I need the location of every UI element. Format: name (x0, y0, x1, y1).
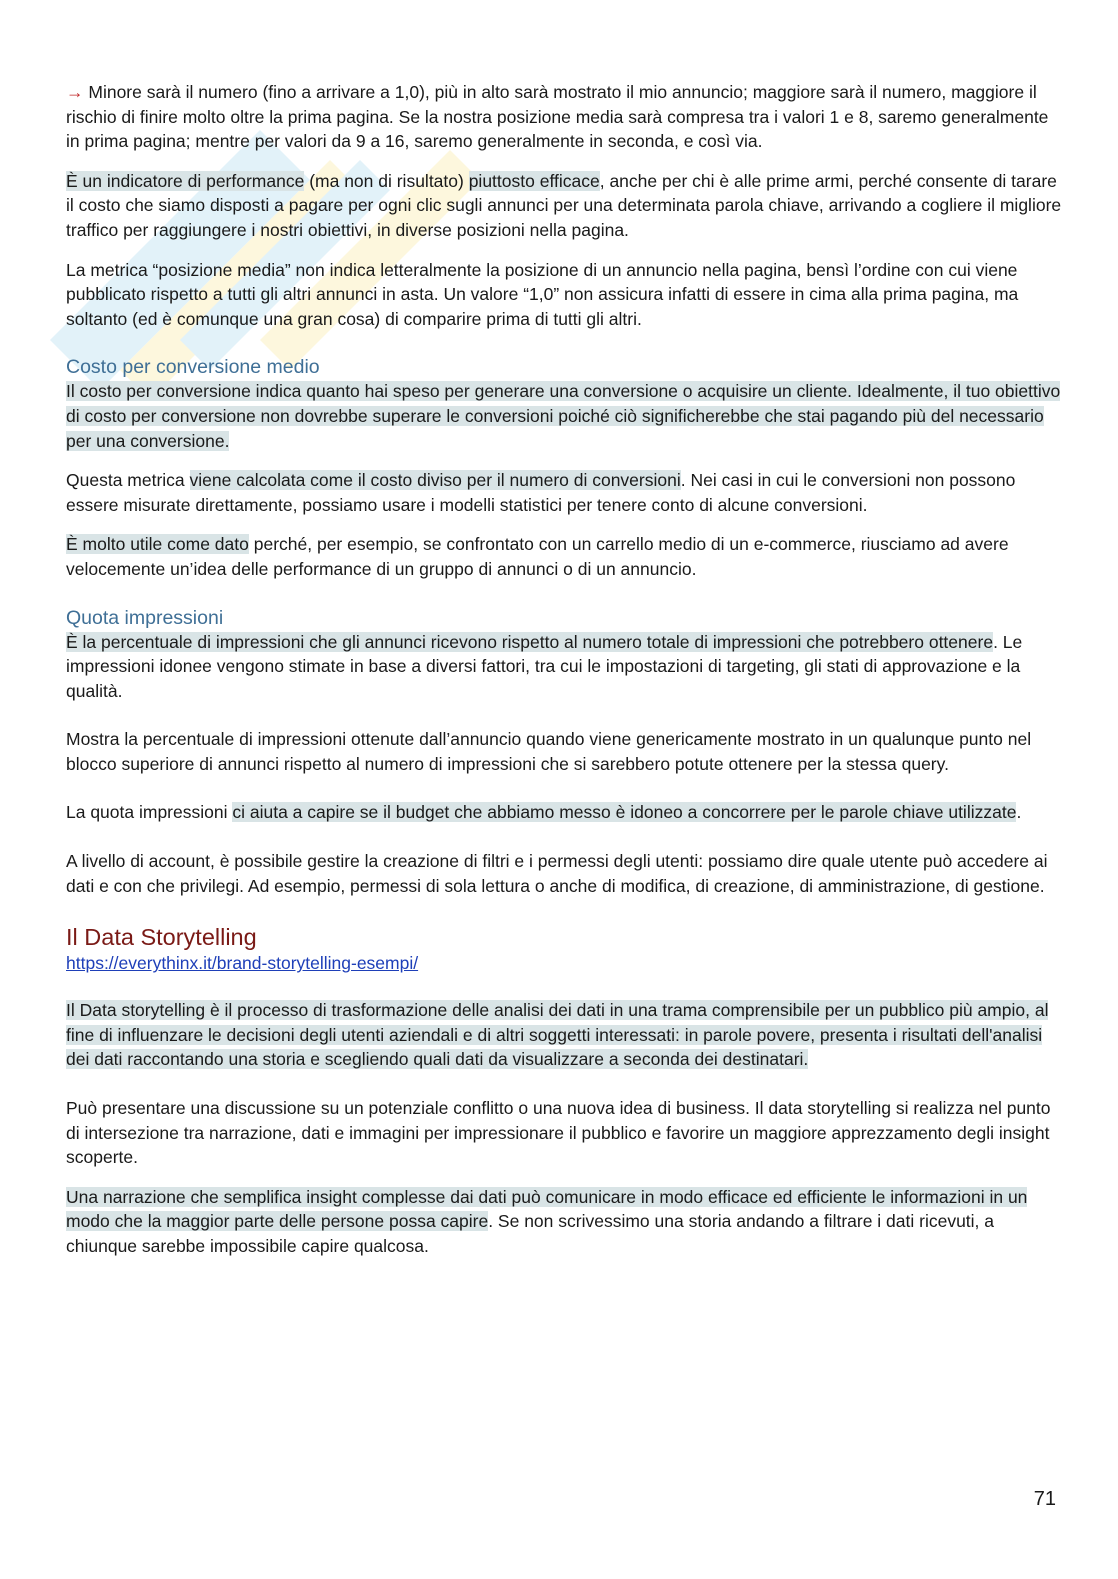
costo-paragraph-3: È molto utile come dato perché, per esempio, se confrontato con un carrello medio di un e-commerce, riusciamo ad avere velocemente un’idea delle performance di un gruppo di annunci o di un annuncio. (66, 534, 1009, 579)
quota-paragraph-2: Mostra la percentuale di impressioni ottenute dall’annuncio quando viene genericamente mostrato in un qualunque punto nel blocco superiore di annunci rispetto al numero di impressioni che si sarebbero potute ottenere per la stessa query. (66, 729, 1032, 774)
quota-paragraph-4: A livello di account, è possibile gestire la creazione di filtri e i permessi degli utenti: possiamo dire quale utente può accedere ai dati e con che privilegi. Ad esempio, permessi di sola lettura o anche di modifica, di creazione, di amministrazione, di gestione. (66, 851, 1048, 896)
arrow-icon: → (66, 82, 84, 102)
page-number: 71 (1033, 1488, 1056, 1510)
storytelling-paragraph-2: Può presentare una discussione su un potenziale conflitto o una nuova idea di business. Il data storytelling si realizza nel punto di intersezione tra narrazione, dati e immagini per impressionare il pubblico e favorire un maggiore apprezzamento degli insight scoperte. (66, 1098, 1051, 1168)
intro-paragraph-1: → Minore sarà il numero (fino a arrivare a 1,0), più in alto sarà mostrato il mio annuncio; maggiore sarà il numero, maggiore il rischio di finire molto oltre la prima pagina. Se la nostra posizione media sarà compresa tra i valori 1 e 8, saremo generalmente in prima pagina; mentre per valori da 9 a 16, saremo generalmente in seconda, e così via. (66, 82, 1049, 152)
costo-paragraph-1: Il costo per conversione indica quanto hai speso per generare una conversione o acquisire un cliente. Idealmente, il tuo obiettivo di costo per conversione non dovrebbe superare le conversioni poiché ciò significherebbe che stai pagando più del necessario per una conversione. (66, 381, 1061, 451)
document-page (66, 80, 1066, 1259)
heading-data-storytelling: Il Data Storytelling (66, 924, 257, 951)
quota-paragraph-1: È la percentuale di impressioni che gli annunci ricevono rispetto al numero totale di impressioni che potrebbero ottenere. Le impressioni idonee vengono stimate in base a diversi fattori, tra cui le impostazioni di targeting, gli stati di approvazione e la qualità. (66, 631, 1023, 701)
intro-paragraph-3: La metrica “posizione media” non indica letteralmente la posizione di un annuncio nella pagina, bensì l’ordine con cui viene pubblicato rispetto a tutti gli altri annunci in asta. Un valore “1,0” non assicura infatti di essere in cima alla prima pagina, ma soltanto (ed è comunque una gran cosa) di comparire prima di tutti gli altri. (66, 259, 1019, 329)
costo-paragraph-2: Questa metrica viene calcolata come il costo diviso per il numero di conversioni. Nei casi in cui le conversioni non possono essere misurate direttamente, possiamo usare i modelli statistici per tenere conto di alcune conversioni. (66, 470, 1016, 515)
heading-quota-impressioni: Quota impressioni (66, 606, 224, 629)
intro-paragraph-2: È un indicatore di performance (ma non di risultato) piuttosto efficace, anche per chi è alle prime armi, perché consente di tarare il costo che siamo disposti a pagare per ogni clic sugli annunci per una determinata parola chiave, arrivando a cogliere il migliore traffico per raggiungere i nostri obiettivi, in diverse posizioni nella pagina. (66, 170, 1062, 240)
heading-costo-per-conversione: Costo per conversione medio (66, 356, 320, 379)
quota-paragraph-3: La quota impressioni ci aiuta a capire se il budget che abbiamo messo è idoneo a concorrere per le parole chiave utilizzate. (66, 802, 1022, 823)
storytelling-link[interactable]: https://everythinx.it/brand-storytelling-esempi/ (66, 953, 419, 974)
storytelling-paragraph-1: Il Data storytelling è il processo di trasformazione delle analisi dei dati in una trama comprensibile per un pubblico più ampio, al fine di influenzare le decisioni degli utenti aziendali e di altri soggetti interessati: in parole povere, presenta i risultati dell'analisi dei dati raccontando una storia e scegliendo quali dati da visualizzare a seconda dei destinatari. (66, 1000, 1049, 1070)
storytelling-paragraph-3: Una narrazione che semplifica insight complesse dai dati può comunicare in modo efficace ed efficiente le informazioni in un modo che la maggior parte delle persone possa capire. Se non scrivessimo una storia andando a filtrare i dati ricevuti, a chiunque sarebbe impossibile capire qualcosa. (66, 1186, 1028, 1256)
